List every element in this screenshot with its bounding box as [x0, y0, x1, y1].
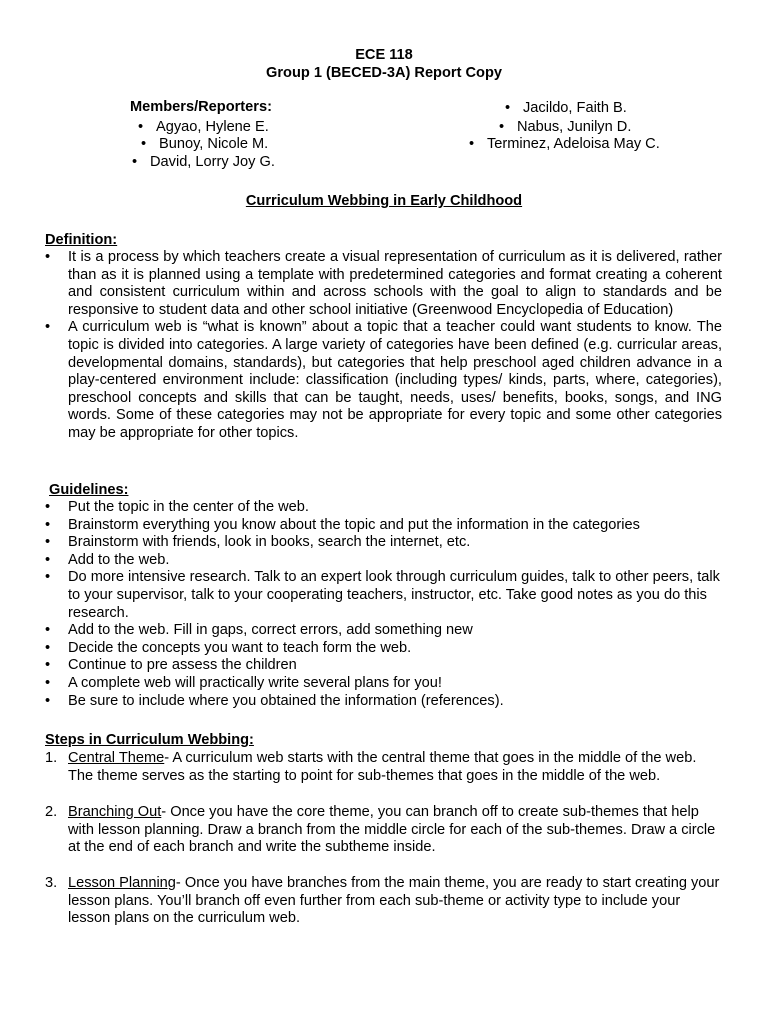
bullet-icon: • — [45, 319, 51, 336]
bullet-icon: • — [45, 551, 51, 568]
step-term: Branching Out — [68, 804, 162, 820]
bullet-icon: • — [469, 136, 475, 152]
step-term: Lesson Planning — [68, 875, 176, 891]
bullet-icon: • — [138, 119, 144, 135]
guidelines-list — [45, 499, 722, 710]
list-item: • Be sure to include where you obtained the information (references). — [45, 692, 504, 709]
bullet-icon: • — [45, 569, 51, 586]
step-item: 2. Branching Out- Once you have the core theme, you can branch off to create sub-themes that help with lesson planning. Draw a branch from the middle circle for each of the sub-themes. Draw a circle at the end of each branch and write the subtheme inside. — [45, 804, 716, 856]
bullet-icon: • — [45, 249, 51, 265]
steps-heading: Steps in Curriculum Webbing: — [45, 732, 254, 748]
list-item: • Brainstorm everything you know about the topic and put the information in the categories — [45, 516, 640, 533]
bullet-icon: • — [132, 154, 138, 170]
list-item: • Decide the concepts you want to teach form the web. — [45, 639, 412, 656]
bullet-icon: • — [141, 136, 147, 152]
steps-list — [45, 804, 722, 857]
bullet-icon: • — [499, 119, 505, 135]
guidelines-heading: Guidelines: — [49, 482, 129, 498]
bullet-icon: • — [45, 516, 51, 533]
member-right-3: • Terminez, Adeloisa May C. — [469, 136, 660, 152]
member-right-1: • Jacildo, Faith B. — [505, 100, 627, 116]
document-title: Curriculum Webbing in Early Childhood — [245, 193, 523, 209]
list-item: • Put the topic in the center of the web. — [45, 499, 309, 515]
bullet-icon: • — [45, 657, 51, 674]
bullet-icon: • — [45, 639, 51, 656]
step-term: Central Theme — [68, 750, 165, 766]
step-item: 1. Central Theme- A curriculum web starts with the central theme that goes in the middle of the web. The theme serves as the starting to point for sub-themes that goes in the middle of the web. — [45, 750, 697, 784]
bullet-icon: • — [45, 674, 51, 691]
bullet-icon: • — [45, 622, 51, 639]
steps-list — [45, 875, 722, 928]
list-item: • A complete web will practically write several plans for you! — [45, 674, 442, 691]
group-title: Group 1 (BECED-3A) Report Copy — [266, 65, 502, 81]
list-item: • Do more intensive research. Talk to an expert look through curriculum guides, talk to other peers, talk to your supervisor, talk to your cooperating teachers, instructor, etc. Take good notes as you do this research. — [45, 569, 720, 621]
bullet-icon: • — [45, 692, 51, 709]
course-title: ECE 118 — [355, 47, 413, 63]
list-item: • Add to the web. Fill in gaps, correct errors, add something new — [45, 622, 473, 639]
member-left-2: • Bunoy, Nicole M. — [141, 136, 269, 152]
member-right-2: • Nabus, Junilyn D. — [499, 119, 632, 135]
bullet-icon: • — [45, 499, 51, 515]
member-left-1: • Agyao, Hylene E. — [138, 119, 269, 135]
list-item: • A curriculum web is “what is known” about a topic that a teacher could want students to know. The topic is divided into categories. A large variety of categories have been defined (e.g. curricular areas, developmental domains, standards), but categories that help preschool aged children advance in a play-centered environment include: classification (including types/ kinds, parts, where, categories), preschool concepts and skills that can be taught, needs, uses/ benefits, books, songs, and ING words. Some of these categories may not be appropriate for every topic and some other categories may be appropriate for other topics. — [45, 319, 722, 441]
list-item: • Continue to pre assess the children — [45, 657, 297, 674]
list-item: • Add to the web. — [45, 551, 170, 568]
list-item: • Brainstorm with friends, look in books, search the internet, etc. — [45, 534, 471, 551]
step-item: 3. Lesson Planning- Once you have branches from the main theme, you are ready to start creating your lesson plans. You’ll branch off even further from each sub-theme or activity type to include your lesson plans on the curriculum web. — [45, 875, 720, 927]
members-heading: Members/Reporters: — [130, 99, 272, 115]
steps-list — [45, 750, 722, 785]
definition-list — [45, 249, 722, 443]
list-item: • It is a process by which teachers create a visual representation of curriculum as it is delivered, rather than as it is planned using a template with predetermined categories and format creating a coherent and consistent curriculum within and across schools with the goal to align to standards and be responsive to student data and other school initiative (Greenwood Encyclopedia of Education) — [45, 249, 722, 318]
member-left-3: • David, Lorry Joy G. — [132, 154, 275, 170]
bullet-icon: • — [45, 534, 51, 551]
definition-heading: Definition: — [45, 232, 118, 248]
bullet-icon: • — [505, 100, 511, 116]
